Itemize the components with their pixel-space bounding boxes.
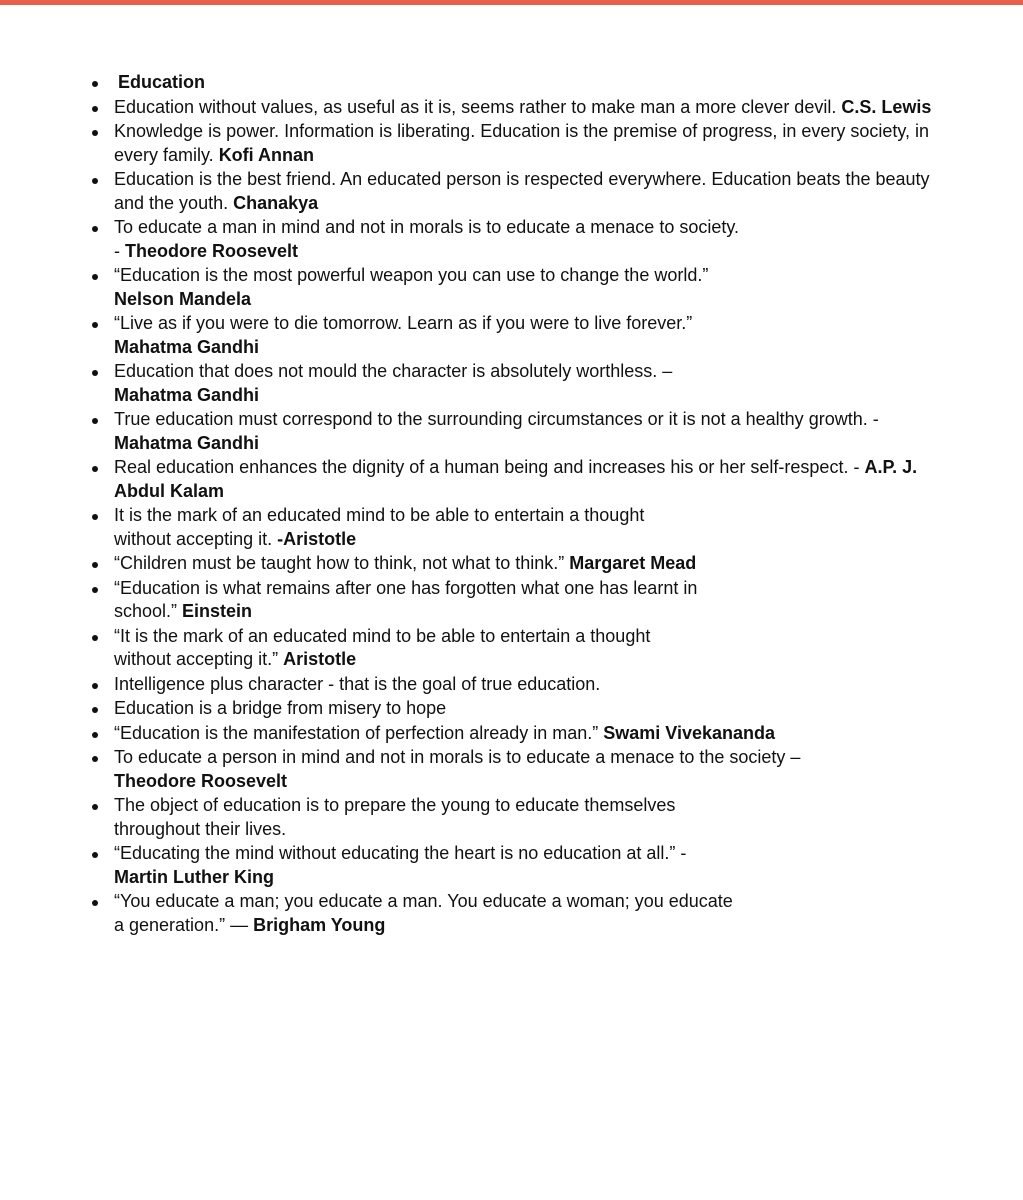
- quote-author: Chanakya: [233, 192, 319, 213]
- list-item: [92, 456, 952, 503]
- bullet-icon: [92, 226, 98, 232]
- bullet-icon: [92, 732, 98, 738]
- list-item: [92, 264, 952, 311]
- list-item: [92, 577, 952, 624]
- quote-author: Mahatma Gandhi: [114, 384, 260, 405]
- quote-text: Education without values, as useful as it is, seems rather to make man a more clever devil.: [114, 96, 842, 117]
- quote-text: Education is a bridge from misery to hope: [114, 698, 447, 718]
- list-item: [92, 120, 952, 167]
- bullet-icon: [92, 756, 98, 762]
- bullet-icon: [92, 322, 98, 328]
- quote-author: A.P. J. Abdul Kalam: [114, 457, 918, 501]
- quote-text: To educate a man in mind and not in morals is to educate a menace to society.: [114, 217, 740, 237]
- list-item: [92, 552, 952, 576]
- quote-author: Martin Luther King: [114, 866, 274, 887]
- quote-text-continued: throughout their lives.: [114, 818, 287, 839]
- bullet-icon: [92, 130, 98, 136]
- list-item: [92, 722, 952, 746]
- quote-text: Knowledge is power. Information is liberating. Education is the premise of progress, in every society, in every family.: [114, 121, 930, 165]
- bullet-icon: [92, 900, 98, 906]
- bullet-icon: [92, 274, 98, 280]
- quote-dash: -: [114, 240, 125, 261]
- quote-author: C.S. Lewis: [841, 96, 932, 117]
- list-item: [92, 697, 952, 721]
- quote-author: Theodore Roosevelt: [114, 770, 288, 791]
- quote-text: “Live as if you were to die tomorrow. Learn as if you were to live forever.”: [114, 313, 693, 333]
- quote-text: Education that does not mould the character is absolutely worthless. –: [114, 361, 673, 381]
- bullet-icon: [92, 466, 98, 472]
- quote-text: True education must correspond to the surrounding circumstances or it is not a healthy growth. -: [114, 409, 879, 429]
- bullet-icon: [92, 804, 98, 810]
- quote-text-continued: school.”: [114, 601, 183, 621]
- list-item: [92, 360, 952, 407]
- quote-text-continued: without accepting it.: [114, 528, 278, 549]
- quote-author: Einstein: [182, 601, 253, 621]
- quote-author: Margaret Mead: [569, 553, 697, 573]
- bullet-icon: [92, 514, 98, 520]
- quote-text: It is the mark of an educated mind to be able to entertain a thought: [114, 505, 645, 525]
- quote-text: The object of education is to prepare the young to educate themselves: [114, 795, 676, 815]
- quote-text-continued: without accepting it.”: [114, 649, 284, 669]
- bullet-icon: [92, 562, 98, 568]
- quote-text-continued: a generation.” —: [114, 914, 254, 935]
- quote-text: Education is the best friend. An educated person is respected everywhere. Education beats the beauty and the youth.: [114, 169, 930, 213]
- quote-author: Brigham Young: [253, 914, 386, 935]
- list-item: [92, 504, 952, 551]
- quote-author: Nelson Mandela: [114, 288, 252, 309]
- list-item: [92, 794, 952, 841]
- quote-text: “It is the mark of an educated mind to be able to entertain a thought: [114, 625, 651, 646]
- bullet-icon: [92, 81, 98, 87]
- quote-text: To educate a person in mind and not in morals is to educate a menace to the society –: [114, 747, 801, 767]
- quote-text: “Education is the most powerful weapon you can use to change the world.”: [114, 265, 709, 285]
- bullet-icon: [92, 370, 98, 376]
- quote-text: “Educating the mind without educating the heart is no education at all.” -: [114, 843, 687, 863]
- quote-author: Swami Vivekananda: [603, 722, 776, 743]
- list-item: [92, 408, 952, 455]
- bullet-icon: [92, 635, 98, 641]
- list-item: [92, 746, 952, 793]
- quote-author: Mahatma Gandhi: [114, 336, 260, 357]
- quote-author: Aristotle: [283, 649, 357, 669]
- bullet-icon: [92, 683, 98, 689]
- list-item: [92, 312, 952, 359]
- bullet-icon: [92, 178, 98, 184]
- list-item: [92, 890, 952, 937]
- list-item: [92, 168, 952, 215]
- list-item: [92, 625, 952, 672]
- bullet-icon: [92, 852, 98, 858]
- quote-list: [92, 71, 952, 938]
- list-item: [92, 673, 952, 697]
- list-item: [92, 216, 952, 263]
- quote-text: “Education is the manifestation of perfection already in man.”: [114, 722, 604, 743]
- list-heading: [92, 71, 952, 95]
- quote-text: “You educate a man; you educate a man. You educate a woman; you educate: [114, 891, 733, 911]
- quote-author: Kofi Annan: [218, 144, 315, 165]
- heading-text: Education: [118, 72, 206, 92]
- quote-text: Intelligence plus character - that is the goal of true education.: [114, 673, 601, 694]
- quote-text: “Children must be taught how to think, not what to think.”: [114, 553, 570, 573]
- quote-author: Mahatma Gandhi: [114, 432, 260, 453]
- quote-author: Theodore Roosevelt: [125, 240, 299, 261]
- bullet-icon: [92, 587, 98, 593]
- quote-text: “Education is what remains after one has forgotten what one has learnt in: [114, 577, 698, 598]
- top-accent-bar: [0, 0, 1023, 5]
- quote-text: Real education enhances the dignity of a human being and increases his or her self-respect. -: [114, 457, 865, 477]
- list-item: [92, 96, 952, 120]
- bullet-icon: [92, 707, 98, 713]
- bullet-icon: [92, 106, 98, 112]
- list-item: [92, 842, 952, 889]
- quote-author: -Aristotle: [277, 528, 357, 549]
- bullet-icon: [92, 418, 98, 424]
